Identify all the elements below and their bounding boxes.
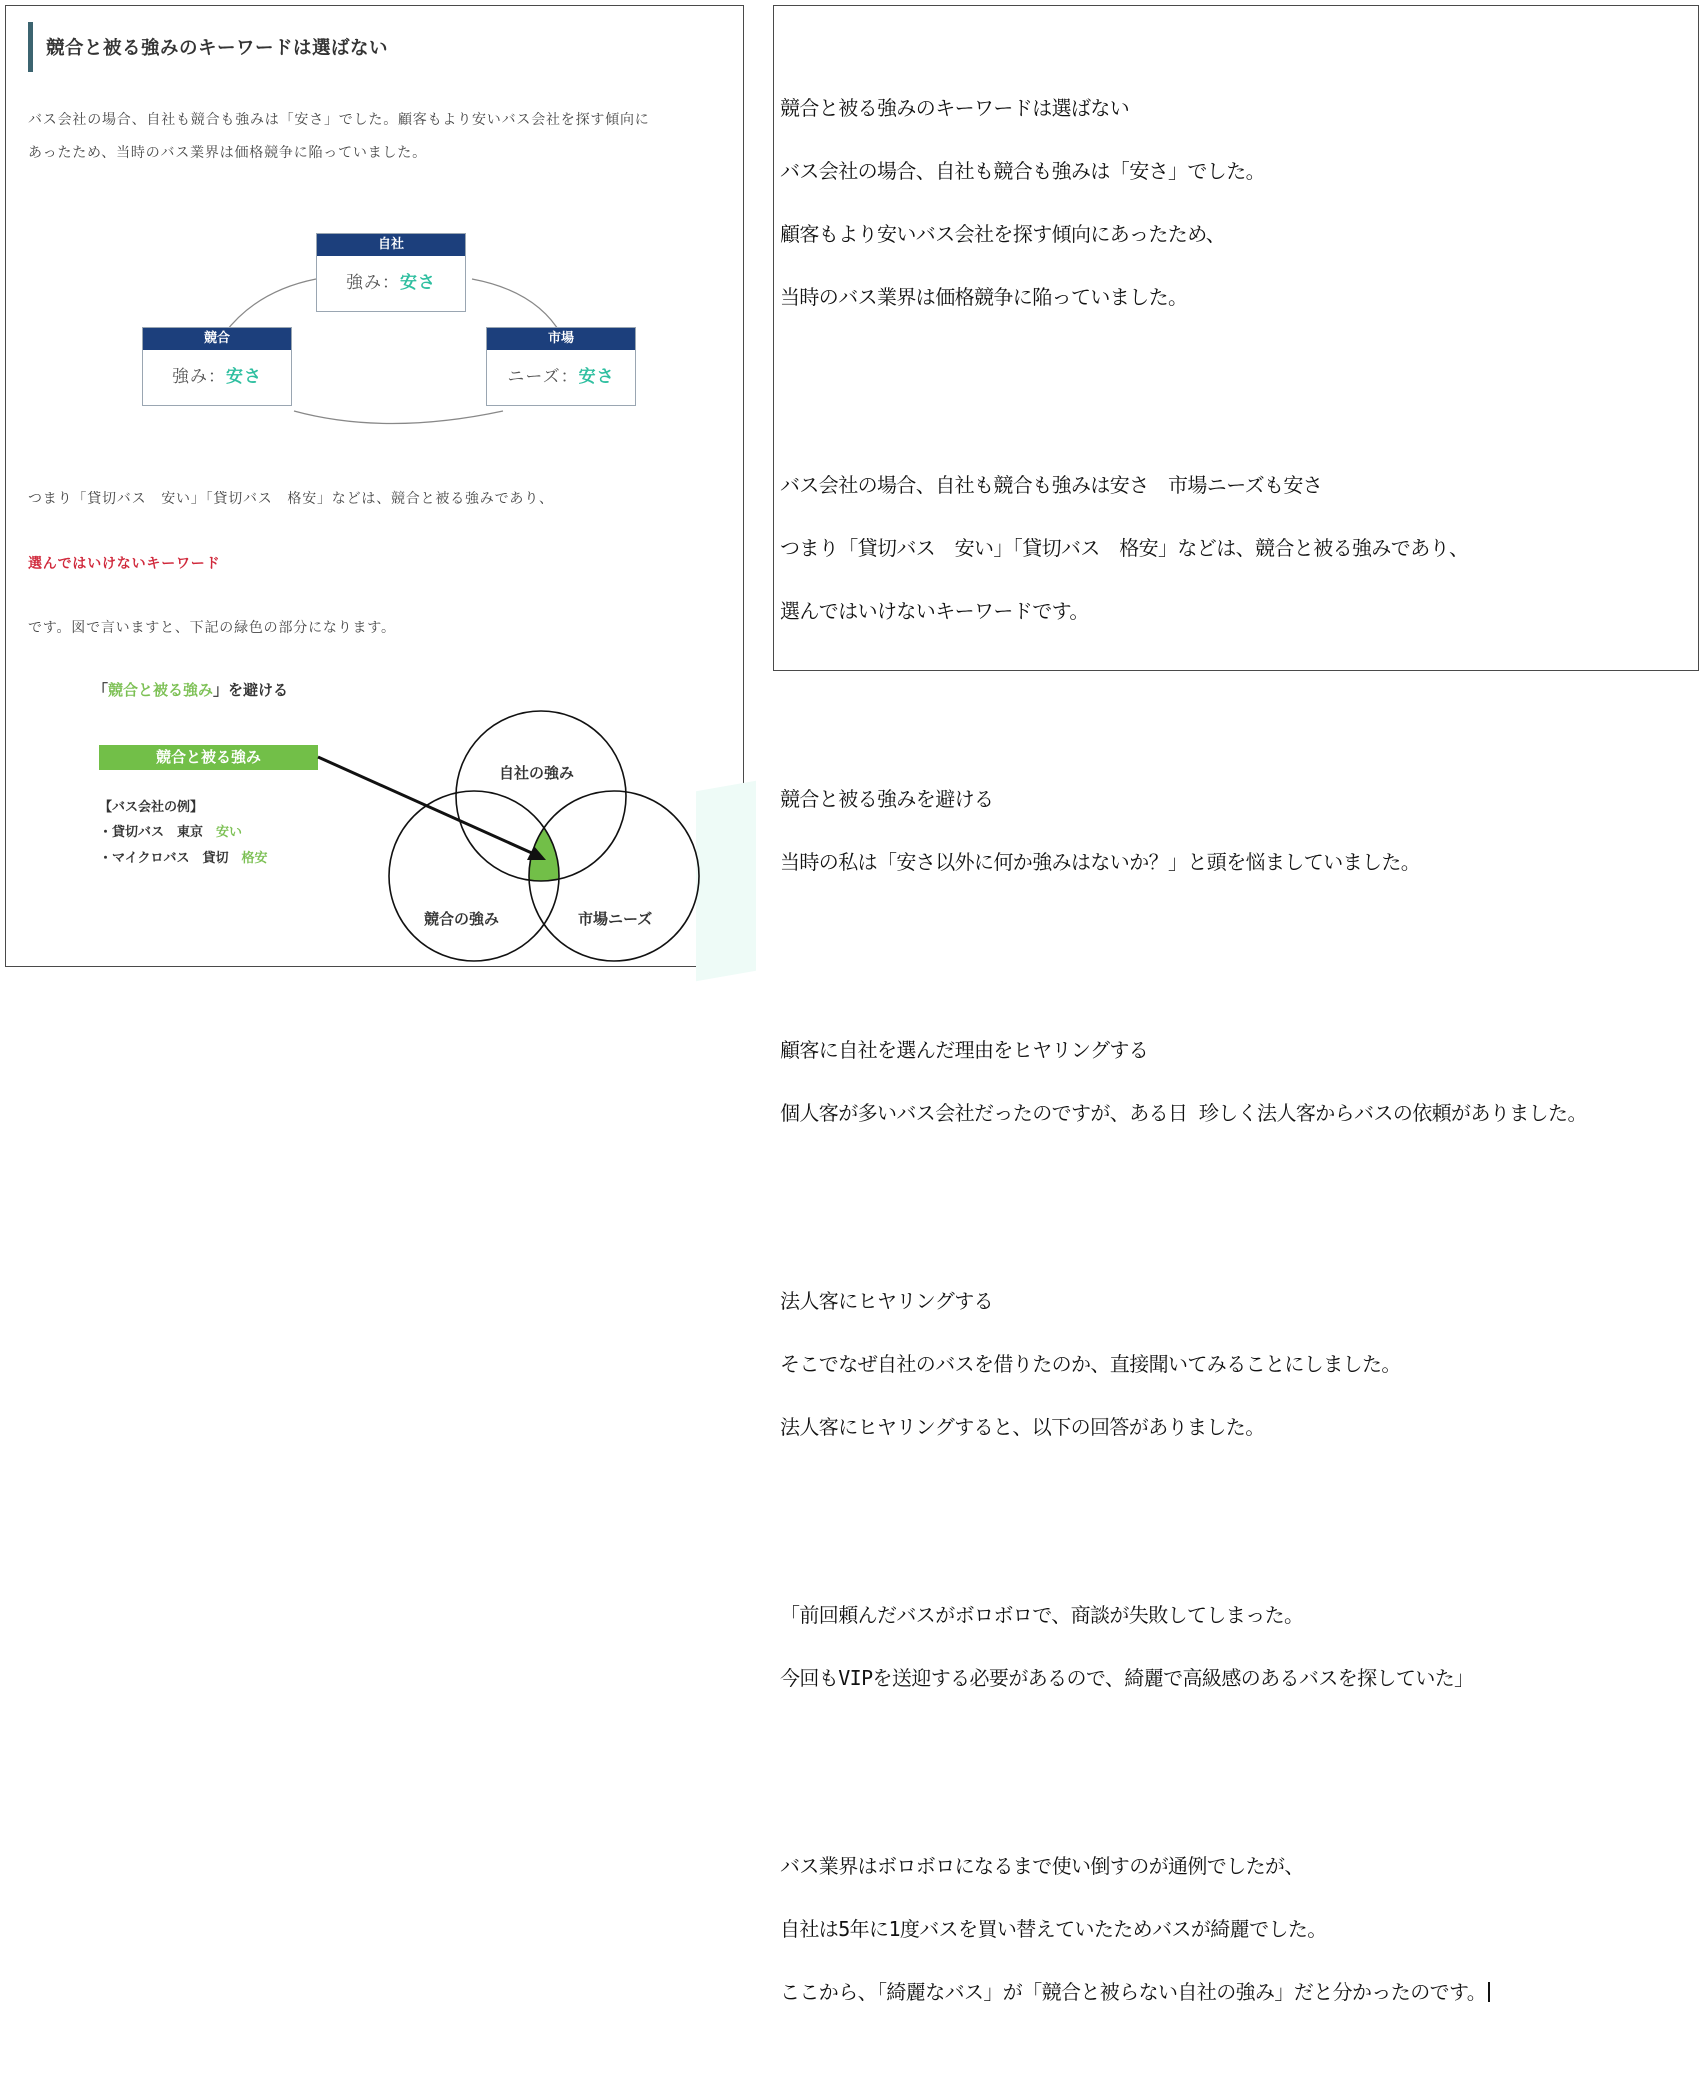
diagram-box-caption: 競合 [143,328,291,350]
diagram-box-body: ニーズ：安さ [507,367,615,387]
diagram-box-competitor [142,327,292,406]
notes-paragraph: バス会社の場合、自社も競合も強みは安さ 市場ニーズも安さ つまり「貸切バス 安い」「貸切バス 格安」などは、競合と被る強みであり、 選んではいけないキーワードです。 [780,473,1469,623]
diagram-box-body: 強み：安さ [346,273,436,293]
red-keyword: 選んではいけないキーワード [28,556,221,572]
intro-line: バス会社の場合、自社も競合も強みは「安さ」でした。顧客もより安いバス会社を探す傾向に [28,112,650,128]
notes-panel[interactable] [773,5,1699,2004]
diagram-box-caption: 自社 [317,234,465,256]
example-item: ・マイクロバス 貸切 格安 [99,851,268,866]
notes-paragraph: 競合と被る強みを避ける 当時の私は「安さ以外に何か強みはないか？」と頭を悩ましていました。 [780,787,1421,874]
venn-label-market: 市場ニーズ [578,910,653,928]
notes-paragraph: 法人客にヒヤリングする そこでなぜ自社のバスを借りたのか、直接聞いてみることにしました。 法人客にヒヤリングすると、以下の回答がありました。 [780,1289,1401,1439]
diagram-box-self [316,233,466,312]
article-heading: 競合と被る強みのキーワードは選ばない [46,38,389,59]
sentence-1: つまり「貸切バス 安い」「貸切バス 格安」などは、競合と被る強みであり、 [28,491,554,507]
notes-paragraph: 顧客に自社を選んだ理由をヒヤリングする 個人客が多いバス会社だったのですが、ある日 珍しく法人客からバスの依頼がありました。 [780,1038,1587,1125]
notes-paragraph: 「前回頼んだバスがボロボロで、商談が失敗してしまった。 今回もVIPを送迎する必要があるので、綺麗で高級感のあるバスを探していた」 [780,1603,1474,1690]
diagram-box-market [486,327,636,406]
diagram-box-body: 強み：安さ [172,367,262,387]
examples-heading: 【バス会社の例】 [99,800,204,815]
intro-line: あったため、当時のバス業界は価格競争に陥っていました。 [28,145,427,161]
notes-paragraph: 競合と被る強みのキーワードは選ばない バス会社の場合、自社も競合も強みは「安さ」でした。 顧客もより安いバス会社を探す傾向にあったため、 当時のバス業界は価格競争に陥っていました。 [780,96,1265,309]
article-panel [5,5,744,967]
text-cursor [1488,1982,1490,2002]
venn-green-label: 競合と被る強み [99,745,318,770]
venn-label-self: 自社の強み [499,764,575,782]
venn-label-competitor: 競合の強み [424,910,500,928]
venn-overlap [529,791,699,961]
notes-text[interactable] [780,14,1695,2087]
example-item: ・貸切バス 東京 安い [99,825,243,840]
notes-paragraph: バス業界はボロボロになるまで使い倒すのが通例でしたが、 自社は5年に1度バスを買い替えていたためバスが綺麗でした。 ここから、「綺麗なバス」が「競合と被らない自社の強み」だと分かったのです。 [780,1814,1695,2045]
venn-title: 「競合と被る強み」を避ける [93,681,289,699]
diagram-box-caption: 市場 [487,328,635,350]
sentence-2: です。図で言いますと、下記の緑色の部分になります。 [28,620,396,636]
